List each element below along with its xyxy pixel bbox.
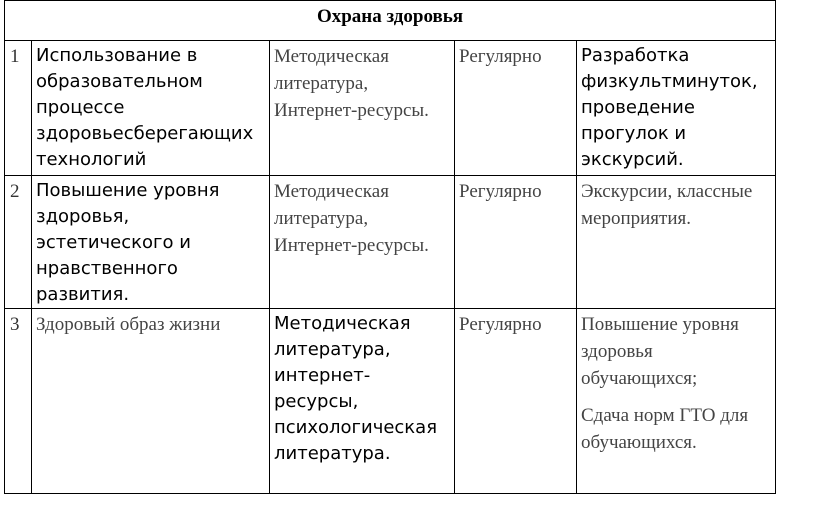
row-sources: Методическая литература, Интернет-ресурсы. <box>270 176 455 309</box>
table-header-row <box>5 1 776 41</box>
row-number: 1 <box>5 41 32 176</box>
table-row <box>5 309 776 494</box>
row-topic: Повышение уровня здоровья, эстетического и нравственного развития. <box>32 176 270 309</box>
row-result: Экскурсии, классные мероприятия. <box>577 176 776 309</box>
row-topic: Здоровый образ жизни <box>32 309 270 494</box>
row-sources: Методическая литература, интернет-ресурсы, психологическая литература. <box>270 309 455 494</box>
row-result-cell <box>577 309 776 494</box>
row-result: Повышение уровня здоровья обучающихся; <box>581 314 739 389</box>
row-result: Разработка физкультминуток, проведение прогулок и экскурсий. <box>577 41 776 176</box>
row-period: Регулярно <box>455 176 577 309</box>
health-table <box>4 0 776 494</box>
row-topic: Использование в образовательном процессе здоровьесберегающих технологий <box>32 41 270 176</box>
row-number: 3 <box>5 309 32 494</box>
table-row <box>5 176 776 309</box>
row-number: 2 <box>5 176 32 309</box>
table-title: Охрана здоровья <box>5 1 776 41</box>
row-sources: Методическая литература, Интернет-ресурсы. <box>270 41 455 176</box>
row-period: Регулярно <box>455 41 577 176</box>
table-row <box>5 41 776 176</box>
row-period: Регулярно <box>455 309 577 494</box>
row-result-extra: Сдача норм ГТО для обучающихся. <box>581 405 749 453</box>
